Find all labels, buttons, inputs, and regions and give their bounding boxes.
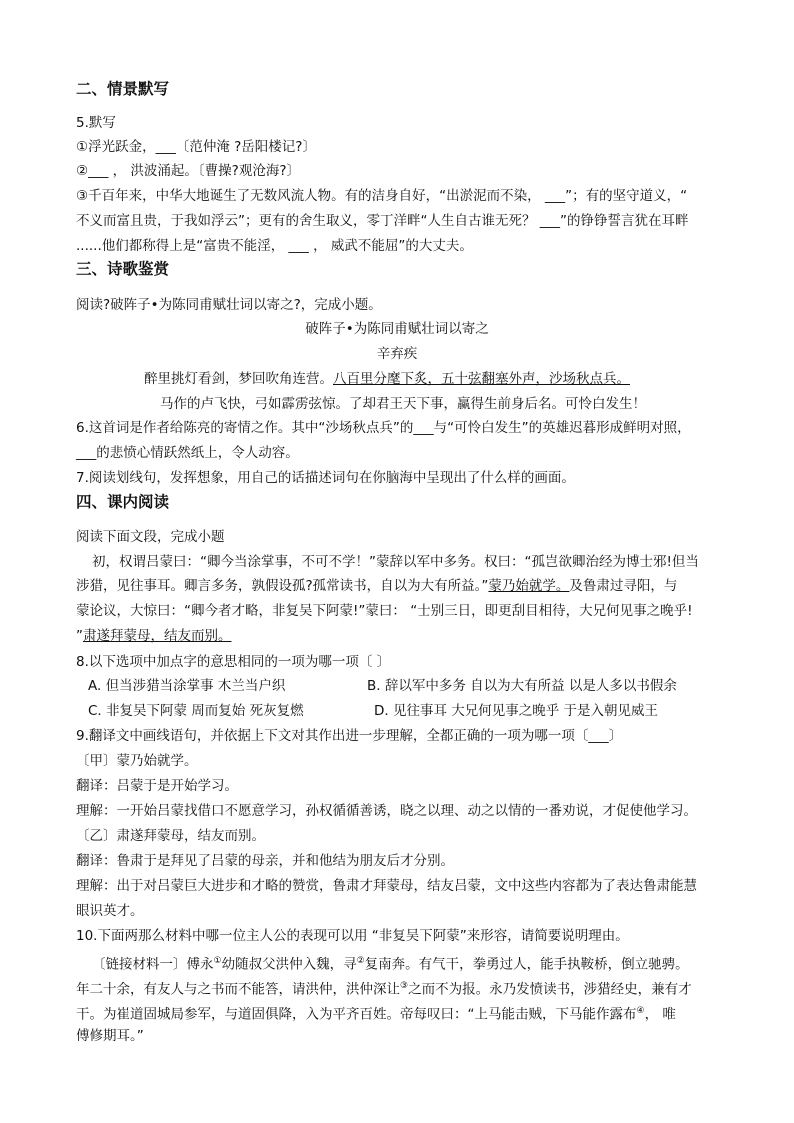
material-1-line-1 [92,951,689,975]
passage-line-4 [76,626,232,646]
passage-line-2-start: 涉猎，见往事耳。卿言多务，孰假设孤?孤常读书，自以为大有所益。” [76,578,489,594]
q8-option-a: A. 但当涉猎当涂掌事 木兰当户织 [88,678,286,694]
material-1-text-c: 复南奔。有气干，拳勇过人，能手执鞍桥，倒立驰骋。 [364,956,689,973]
passage-intro: 阅读下面文段，完成小题 [76,529,225,545]
passage-line-1: 初，权谓吕蒙曰：“卿今当涂掌事，不可不学！”蒙辞以军中多务。权曰：“孤岂欲卿治经为博士邪!但当 [92,554,699,570]
q6-line-2: ___的悲愤心情跃然纸上，令人动容。 [76,445,299,461]
footnote-mark-1: ① [213,956,222,966]
section-heading-3: 三、诗歌鉴赏 [76,260,170,278]
material-1-line-4: 傅修期耳。” [76,1028,144,1044]
passage-line-2 [76,576,677,596]
section-heading-2: 二、情景默写 [76,80,170,98]
q5-item-3-line-2: 不义而富且贵，于我如浮云”；更有的舍生取义，零丁洋畔“人生自古谁无死？ ___”的铮铮誓言犹在耳畔 [76,213,689,229]
poem-title: 破阵子•为陈同甫赋壮词以寄之 [305,321,489,337]
q9: 9.翻译文中画线语句，并依据上下文对其作出进一步理解，全都正确的一项为哪一项〔___〕 [76,728,623,744]
section-heading-4: 四、课内阅读 [76,493,170,511]
q8-option-d: D. 见往事耳 大兄何见事之晚乎 于是入朝见威王 [374,703,659,719]
q5-title: 5.默写 [76,115,116,131]
material-1-line-2 [76,976,692,1000]
material-1-text-b: 幼随叔父洪仲入魏，寻 [221,956,357,973]
passage-line-2-end: 及鲁肃过寻阳，与 [569,578,678,594]
q9-yi-understanding-2: 眼识英才。 [76,903,144,919]
poem-line-1-start: 醉里挑灯看剑，梦回吹角连营。 [144,371,333,387]
passage-line-4-quote: ” [76,628,83,644]
poem-author: 辛弃疾 [376,346,418,362]
underlined-sentence-yi: 肃遂拜蒙母，结友而别。 [83,628,232,644]
q9-yi-understanding-1: 理解：出于对吕蒙巨大进步和才略的赞赏，鲁肃才拜蒙母，结友吕蒙，文中这些内容都为了表达鲁肃能慧 [76,878,697,894]
material-1-text-d: 年二十余，有友人与之书而不能答，请洪仲，洪仲深让 [76,981,400,998]
q5-item-2: ②___ ， 洪波涌起。〔曹操?观沧海?〕 [76,163,301,179]
q8-option-c: C. 非复吴下阿蒙 周而复始 死灰复燃 [88,703,304,719]
material-1-text-a: 〔链接材料一〕傅永 [92,956,214,973]
q8-option-b: B. 辞以军中多务 自以为大有所益 以是人多以书假余 [367,678,677,694]
q9-jia-understanding: 理解：一开始吕蒙找借口不愿意学习，孙权循循善诱，晓之以理、动之以情的一番劝说，才促使他学习。 [76,803,697,819]
poem-line-2: 马作的卢飞快，弓如霹雳弦惊。了却君王天下事，赢得生前身后名。可怜白发生！ [160,396,646,412]
material-1-text-f: 干。为崔道固城局参军，与道固俱降，入为平齐百姓。帝每叹曰：“上马能击贼，下马能作露布 [76,1006,637,1023]
q5-item-1: ①浮光跃金，___〔范仲淹 ?岳阳楼记?〕 [76,139,316,155]
q8: 8.以下选项中加点字的意思相同的一项为哪一项〔 〕 [76,654,391,670]
poem-line-1 [144,369,630,389]
q9-jia-translation: 翻译：吕蒙于是开始学习。 [76,778,238,794]
q9-yi-translation: 翻译：鲁肃于是拜见了吕蒙的母亲，并和他结为朋友后才分别。 [76,853,454,869]
q7: 7.阅读划线句，发挥想象，用自己的话描述词句在你脑海中呈现出了什么样的画面。 [76,470,575,486]
q9-yi: 〔乙〕肃遂拜蒙母，结友而别。 [76,828,265,844]
poem-intro: 阅读?破阵子•为陈同甫赋壮词以寄之?，完成小题。 [76,297,382,313]
q5-item-3-line-1: ③千百年来，中华大地诞生了无数风流人物。有的洁身自好，“出淤泥而不染， ___”；有的坚守道义，“ [76,188,688,204]
material-1-text-g: ， 唯 [644,1006,676,1023]
material-1-text-e: 之而不为报。永乃发愤读书，涉猎经史，兼有才 [408,981,692,998]
underlined-sentence-jia: 蒙乃始就学。 [488,578,570,594]
q9-jia: 〔甲〕蒙乃始就学。 [76,753,198,769]
material-1-line-3 [76,1001,676,1025]
q6-line-1: 6.这首词是作者给陈亮的寄情之作。其中“沙场秋点兵”的___与“可怜白发生”的英雄迟暮形成鲜明对照， [76,420,691,436]
q5-item-3-line-3: ......他们都称得上是“富贵不能淫， ___ ， 威武不能屈”的大丈夫。 [76,238,473,254]
footnote-mark-3: ③ [400,981,409,991]
passage-line-3: 蒙论议，大惊曰：“卿今者才略，非复吴下阿蒙!”蒙曰： “士别三日，即更刮目相待，大兄何见事之晚乎! [76,603,693,619]
footnote-mark-4: ④ [636,1006,645,1016]
footnote-mark-2: ② [356,956,365,966]
q10: 10.下面两那么材料中哪一位主人公的表现可以用 “非复吴下阿蒙”来形容，请简要说明理由。 [76,928,629,944]
poem-underlined-line: 八百里分麾下炙，五十弦翻塞外声，沙场秋点兵。 [333,371,630,387]
